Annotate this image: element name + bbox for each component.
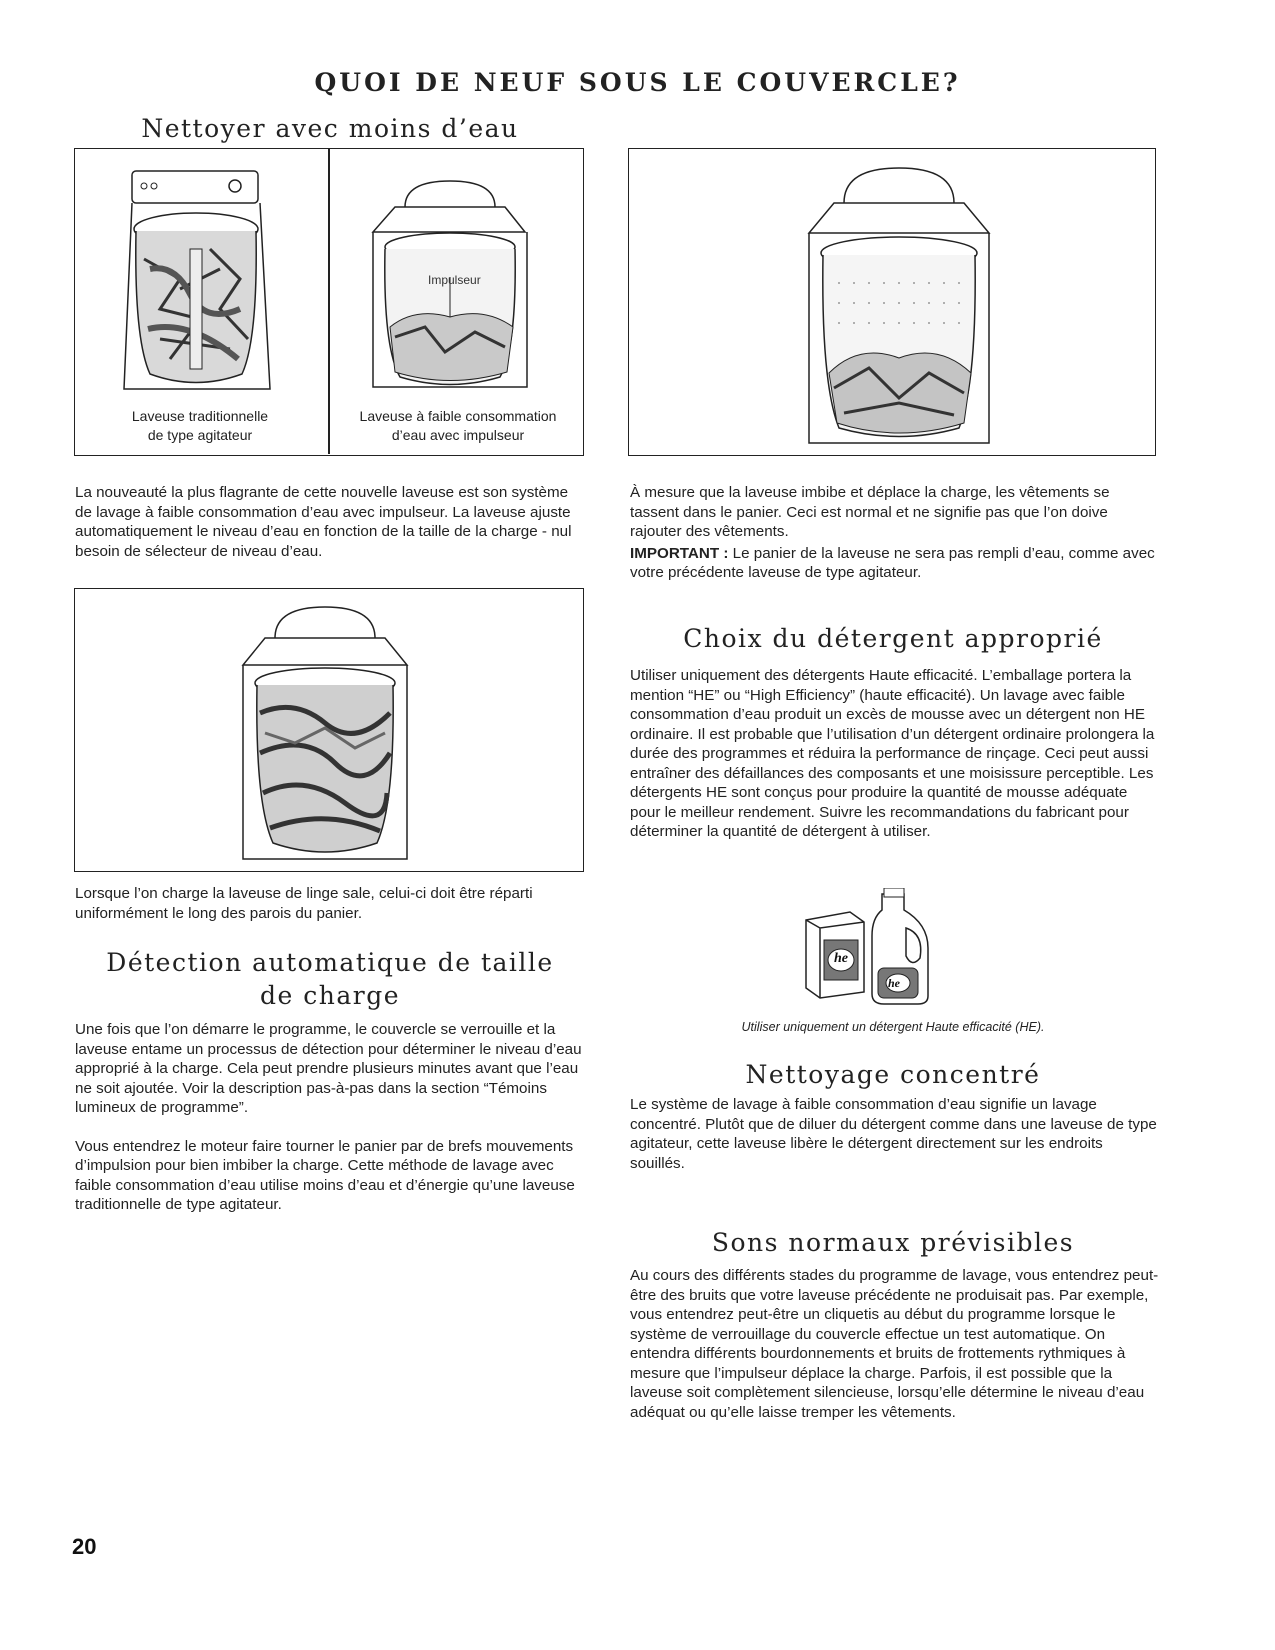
impeller-washer-illustration (365, 177, 535, 397)
he-logo-bottle: he (888, 976, 900, 990)
figure-load-settled (628, 148, 1156, 456)
detergent-paragraph: Utiliser uniquement des détergents Haute efficacité. L’emballage portera la mention “HE” ou “High Efficiency” (haute efficacité). Un lavage avec faible consommation d’eau produit un excès de mousse avec un détergent non HE ordinaire. Il est probable que l’utilisation d’un détergent ordinaire prolongera la durée des programmes et réduira la performance de rinçage. Ceci peut aussi entraîner des défaillances des composants et une moisissure perceptible. Les détergents HE sont conçus pour produire la quantité de mousse adéquate pour le meilleur rendement. Suivre les recommandations du fabricant pour déterminer la quantité de détergent à utiliser. (630, 667, 1155, 840)
section-title-sounds: Sons normaux prévisibles (711, 1228, 1075, 1257)
he-logo-box: he (834, 951, 848, 966)
important-note (630, 544, 1160, 583)
page-number: 20 (72, 1534, 97, 1559)
figure-washer-comparison (74, 148, 584, 456)
impeller-label: Impulseur (428, 273, 481, 287)
page-title: QUOI DE NEUF SOUS LE COUVERCLE? (314, 68, 961, 97)
section-title-concentrated: Nettoyage concentré (745, 1060, 1041, 1089)
detection-paragraph-1: Une fois que l’on démarre le programme, le couvercle se verrouille et la laveuse entame un processus de détection pour déterminer le niveau d’eau approprié à la charge. Cela peut prendre plusieurs minutes avant que l’eau ne soit ajoutée. Voir la description pas-à-pas dans la section “Témoins lumineux de programme”. (75, 1021, 582, 1116)
figure-loaded-washer (74, 588, 584, 872)
important-label: IMPORTANT : (630, 544, 729, 562)
sounds-paragraph: Au cours des différents stades du programme de lavage, vous entendrez peut-être des bruits que votre laveuse précédente ne produisait pas. Par exemple, vous entendrez peut-être un cliquetis au début du programme lorsque le système de verrouillage du couvercle effectue un test automatique. On entendra différents bourdonnements et bruits de frottements rythmiques à mesure que l’impulseur déplace la charge. Parfois, il est possible que la laveuse soit complètement silencieuse, lorsqu’elle détermine le niveau d’eau adéquat ou qu’elle laisse tremper les vêtements. (630, 1267, 1159, 1421)
section-title-less-water: Nettoyer avec moins d’eau (141, 114, 519, 143)
he-detergent-illustration (802, 888, 942, 1008)
traditional-washer-illustration (120, 169, 290, 399)
settled-load-washer-illustration (799, 163, 999, 453)
settling-paragraph (630, 483, 1160, 583)
intro-paragraph: La nouveauté la plus flagrante de cette nouvelle laveuse est son système de lavage à faible consommation d’eau avec impulseur. La laveuse ajuste automatiquement le niveau d’eau en fonction de la taille de la charge - nul besoin de sélecteur de niveau d’eau. (75, 484, 572, 560)
section-title-detergent: Choix du détergent approprié (683, 624, 1103, 653)
figure-divider (328, 149, 330, 454)
loaded-washer-illustration (235, 603, 415, 865)
section-title-detection: Détection automatique de taille de charge (106, 948, 554, 1010)
important-text: Le panier de la laveuse ne sera pas rempli d’eau, comme avec votre précédente laveuse de type agitateur. (630, 544, 1155, 581)
settling-text: À mesure que la laveuse imbibe et déplace la charge, les vêtements se tassent dans le panier. Ceci est normal et ne signifie pas que l’on doive rajouter des vêtements. (630, 484, 1110, 540)
impeller-washer-caption: Laveuse à faible consommation d’eau avec impulseur (359, 408, 557, 443)
detection-paragraphs (75, 1020, 590, 1234)
detection-paragraph-2: Vous entendrez le moteur faire tourner le panier par de brefs mouvements d’impulsion pour bien imbiber la charge. Cette méthode de lavage avec faible consommation d’eau utilise moins d’eau et d’énergie qu’une laveuse traditionnelle de type agitateur. (75, 1137, 575, 1213)
traditional-washer-caption: Laveuse traditionnelle de type agitateur (131, 408, 269, 443)
loading-paragraph: Lorsque l’on charge la laveuse de linge sale, celui-ci doit être réparti uniformément le long des parois du panier. (75, 885, 533, 922)
concentrated-paragraph: Le système de lavage à faible consommation d’eau signifie un lavage concentré. Plutôt que de diluer du détergent comme dans une laveuse de type agitateur, cette laveuse libère le détergent directement sur les endroits souillés. (630, 1096, 1157, 1172)
detergent-caption: Utiliser uniquement un détergent Haute efficacité (HE). (741, 1020, 1045, 1034)
